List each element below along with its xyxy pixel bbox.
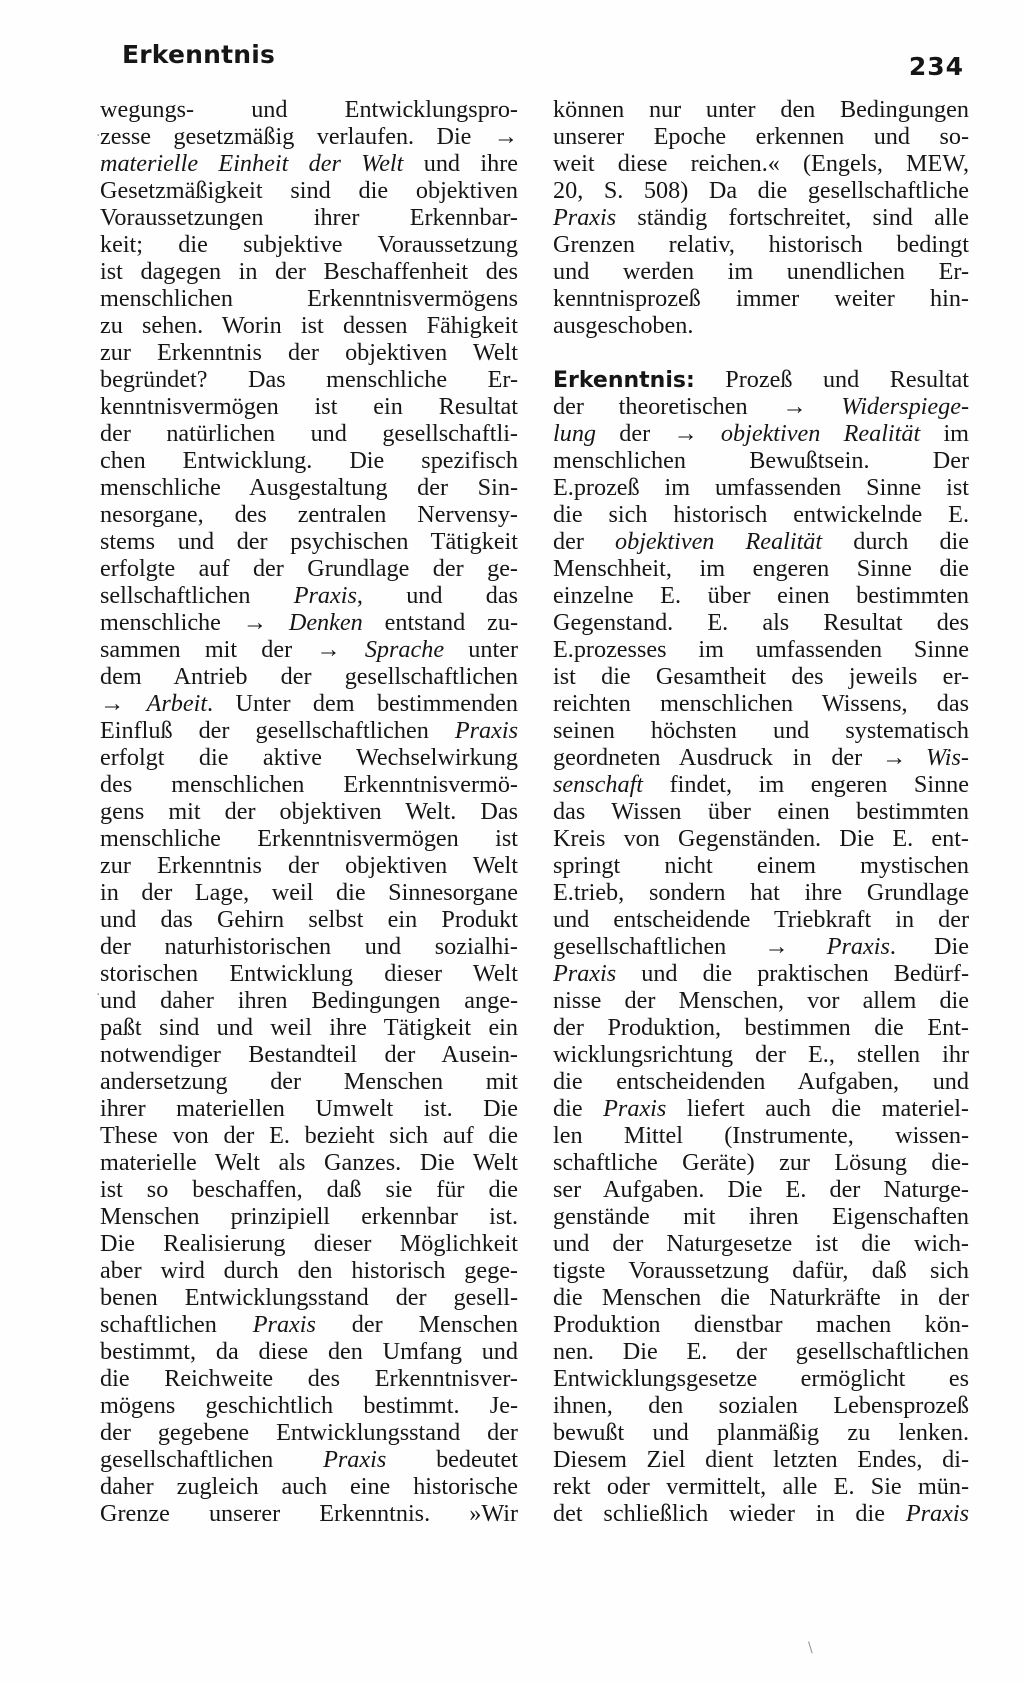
text-line: det schließlich wieder in die Praxis [553, 1500, 969, 1527]
text-line: Praxis und die praktischen Bedürf- [553, 960, 969, 987]
text-line: lung der → objektiven Realität im [553, 420, 969, 447]
text-line: und werden im unendlichen Er- [553, 258, 969, 285]
text-line: sellschaftlichen Praxis, und das [100, 582, 518, 609]
text-line: notwendiger Bestandteil der Ausein- [100, 1041, 518, 1068]
scan-speck: \ [808, 1640, 813, 1656]
text-line: zesse gesetzmäßig verlaufen. Die → [100, 123, 518, 150]
text-line: kenntnisprozeß immer weiter hin- [553, 285, 969, 312]
continuation-paragraph [553, 96, 969, 339]
text-line: gens mit der objektiven Welt. Das [100, 798, 518, 825]
text-line: gesellschaftlichen Praxis bedeutet [100, 1446, 518, 1473]
text-line: bewußt und planmäßig zu lenken. [553, 1419, 969, 1446]
text-line: Kreis von Gegenständen. Die E. ent- [553, 825, 969, 852]
text-line: der naturhistorischen und sozialhi- [100, 933, 518, 960]
text-line: der objektiven Realität durch die [553, 528, 969, 555]
text-line: ist die Gesamtheit des jeweils er- [553, 663, 969, 690]
text-line: E.prozesses im umfassenden Sinne [553, 636, 969, 663]
text-line: ihrer materiellen Umwelt ist. Die [100, 1095, 518, 1122]
text-line: des menschlichen Erkenntnisvermö- [100, 771, 518, 798]
text-line: zu sehen. Worin ist dessen Fähigkeit [100, 312, 518, 339]
text-line: seinen höchsten und systematisch [553, 717, 969, 744]
text-line: ihnen, den sozialen Lebensprozeß [553, 1392, 969, 1419]
paragraph-gap [553, 339, 969, 366]
text-line: Produktion dienstbar machen kön- [553, 1311, 969, 1338]
text-line: in der Lage, weil die Sinnesorgane [100, 879, 518, 906]
text-line: Voraussetzungen ihrer Erkennbar- [100, 204, 518, 231]
text-line: der natürlichen und gesellschaftli- [100, 420, 518, 447]
text-line: materielle Welt als Ganzes. Die Welt [100, 1149, 518, 1176]
text-line: dem Antrieb der gesellschaftlichen [100, 663, 518, 690]
text-line: ausgeschoben. [553, 312, 694, 339]
text-line: reichten menschlichen Wissens, das [553, 690, 969, 717]
text-line: ist so beschaffen, daß sie für die [100, 1176, 518, 1203]
text-line: daher zugleich auch eine historische [100, 1473, 518, 1500]
text-line: gesellschaftlichen → Praxis. Die [553, 933, 969, 960]
entry-headword: Erkenntnis: [553, 368, 695, 393]
text-line: erfolgt die aktive Wechselwirkung [100, 744, 518, 771]
text-line: zur Erkenntnis der objektiven Welt [100, 852, 518, 879]
text-line: schaftliche Geräte) zur Lösung die- [553, 1149, 969, 1176]
text-line: nesorgane, des zentralen Nervensy- [100, 501, 518, 528]
text-line: Menschen prinzipiell erkennbar ist. [100, 1203, 518, 1230]
text-line: kenntnisvermögen ist ein Resultat [100, 393, 518, 420]
text-line: wicklungsrichtung der E., stellen ihr [553, 1041, 969, 1068]
text-line: Menschheit, im engeren Sinne die [553, 555, 969, 582]
dictionary-entry [553, 366, 969, 1527]
right-text-column [553, 96, 969, 1527]
text-line: Praxis ständig fortschreitet, sind alle [553, 204, 969, 231]
text-line: können nur unter den Bedingungen [553, 96, 969, 123]
text-line: Einfluß der gesellschaftlichen Praxis [100, 717, 518, 744]
text-line: storischen Entwicklung dieser Welt [100, 960, 518, 987]
text-line: E.trieb, sondern hat ihre Grundlage [553, 879, 969, 906]
text-line: menschlichen Erkenntnisvermögens [100, 285, 518, 312]
text-line: die sich historisch entwickelnde E. [553, 501, 969, 528]
text-line: geordneten Ausdruck in der → Wis- [553, 744, 969, 771]
text-line: Gesetzmäßigkeit sind die objektiven [100, 177, 518, 204]
text-line: menschliche Erkenntnisvermögen ist [100, 825, 518, 852]
text-line: nisse der Menschen, vor allem die [553, 987, 969, 1014]
text-line: Gegenstand. E. als Resultat des [553, 609, 969, 636]
text-line: und das Gehirn selbst ein Produkt [100, 906, 518, 933]
text-line: len Mittel (Instrumente, wissen- [553, 1122, 969, 1149]
text-line: der Produktion, bestimmen die Ent- [553, 1014, 969, 1041]
text-line: unserer Epoche erkennen und so- [553, 123, 969, 150]
text-line: genstände mit ihren Eigenschaften [553, 1203, 969, 1230]
text-line: die entscheidenden Aufgaben, und [553, 1068, 969, 1095]
text-line: und entscheidende Triebkraft in der [553, 906, 969, 933]
text-line: nen. Die E. der gesellschaftlichen [553, 1338, 969, 1365]
text-line: weit diese reichen.« (Engels, MEW, [553, 150, 969, 177]
text-line: ser Aufgaben. Die E. der Naturge- [553, 1176, 969, 1203]
text-line: mögens geschichtlich bestimmt. Je- [100, 1392, 518, 1419]
scan-speck: · [96, 128, 101, 144]
text-line: erfolgte auf der Grundlage der ge- [100, 555, 518, 582]
text-line: sammen mit der → Sprache unter [100, 636, 518, 663]
text-line: menschlichen Bewußtsein. Der [553, 447, 969, 474]
text-line: springt nicht einem mystischen [553, 852, 969, 879]
text-line: benen Entwicklungsstand der gesell- [100, 1284, 518, 1311]
text-line: Diesem Ziel dient letzten Endes, di- [553, 1446, 969, 1473]
page-number: 234 [908, 52, 964, 81]
text-line: begründet? Das menschliche Er- [100, 366, 518, 393]
text-line: menschliche → Denken entstand zu- [100, 609, 518, 636]
text-line: die Menschen die Naturkräfte in der [553, 1284, 969, 1311]
text-line: die Praxis liefert auch die materiel- [553, 1095, 969, 1122]
text-line: der theoretischen → Widerspiege- [553, 393, 969, 420]
text-line: paßt sind und weil ihre Tätigkeit ein [100, 1014, 518, 1041]
text-line: bestimmt, da diese den Umfang und [100, 1338, 518, 1365]
text-line: chen Entwicklung. Die spezifisch [100, 447, 518, 474]
text-line: und der Naturgesetze ist die wich- [553, 1230, 969, 1257]
text-line: rekt oder vermittelt, alle E. Sie mün- [553, 1473, 969, 1500]
text-line: menschliche Ausgestaltung der Sin- [100, 474, 518, 501]
text-line: die Reichweite des Erkenntnisver- [100, 1365, 518, 1392]
text-line: materielle Einheit der Welt und ihre [100, 150, 518, 177]
text-line: Grenzen relativ, historisch bedingt [553, 231, 969, 258]
text-line: keit; die subjektive Voraussetzung [100, 231, 518, 258]
text-line: Entwicklungsgesetze ermöglicht es [553, 1365, 969, 1392]
scan-speck: · [96, 987, 101, 1003]
entry-first-line [553, 366, 969, 393]
text-line: der gegebene Entwicklungsstand der [100, 1419, 518, 1446]
text-line: stems und der psychischen Tätigkeit [100, 528, 518, 555]
text-line: einzelne E. über einen bestimmten [553, 582, 969, 609]
text-line: und daher ihren Bedingungen ange- [100, 987, 518, 1014]
text-line: These von der E. bezieht sich auf die [100, 1122, 518, 1149]
text-line: senschaft findet, im engeren Sinne [553, 771, 969, 798]
text-line: andersetzung der Menschen mit [100, 1068, 518, 1095]
text-line: 20, S. 508) Da die gesellschaftliche [553, 177, 969, 204]
text-line: Die Realisierung dieser Möglichkeit [100, 1230, 518, 1257]
text-line: ist dagegen in der Beschaffenheit des [100, 258, 518, 285]
left-text-column [100, 96, 518, 1527]
text-line: schaftlichen Praxis der Menschen [100, 1311, 518, 1338]
text-line: Grenze unserer Erkenntnis. »Wir [100, 1500, 518, 1527]
text-line: tigste Voraussetzung dafür, daß sich [553, 1257, 969, 1284]
entry-first-line-text: Prozeß und Resultat [725, 366, 969, 393]
text-line: E.prozeß im umfassenden Sinne ist [553, 474, 969, 501]
text-line: das Wissen über einen bestimmten [553, 798, 969, 825]
text-line: aber wird durch den historisch gege- [100, 1257, 518, 1284]
running-head-keyword: Erkenntnis [122, 40, 276, 69]
text-line: zur Erkenntnis der objektiven Welt [100, 339, 518, 366]
text-line: → Arbeit. Unter dem bestimmenden [100, 690, 519, 717]
text-line: wegungs- und Entwicklungspro- [100, 96, 518, 123]
